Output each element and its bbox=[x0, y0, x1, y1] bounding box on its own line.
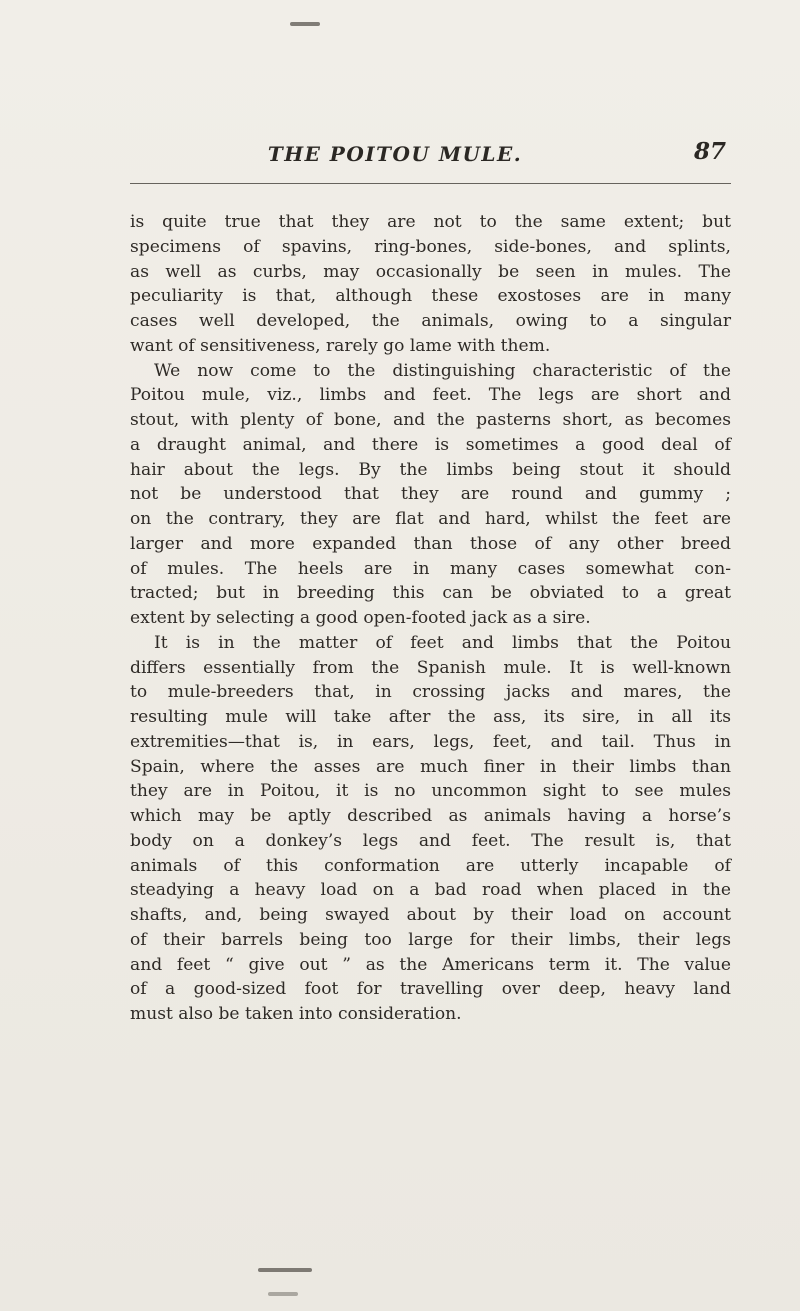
text-line: of a good-sized foot for travelling over deep, heavy land bbox=[130, 979, 731, 1000]
text-line: on the contrary, they are flat and hard, whilst the feet are bbox=[130, 509, 731, 529]
body-text bbox=[130, 210, 731, 1027]
text-line: which may be aptly described as animals having a horse’s bbox=[130, 806, 731, 826]
text-line: specimens of spavins, ring-bones, side-bones, and splints, bbox=[130, 236, 731, 257]
text-line: peculiarity is that, although these exostoses are in many bbox=[130, 286, 731, 307]
text-line: as well as curbs, may occasionally be seen in mules. The bbox=[130, 261, 731, 282]
text-line: of their barrels being too large for their limbs, their legs bbox=[130, 929, 731, 950]
text-line: Spain, where the asses are much finer in their limbs than bbox=[130, 756, 731, 777]
running-title: THE POITOU MULE. bbox=[267, 142, 523, 166]
text-line: extent by selecting a good open-footed jack as a sire. bbox=[130, 608, 591, 628]
text-line: larger and more expanded than those of any other breed bbox=[130, 533, 731, 554]
text-line: hair about the legs. By the limbs being stout it should bbox=[130, 459, 731, 480]
text-line: It is in the matter of feet and limbs that the Poitou bbox=[154, 632, 731, 653]
text-line: shafts, and, being swayed about by their load on account bbox=[130, 905, 731, 925]
text-line: Poitou mule, viz., limbs and feet. The legs are short and bbox=[130, 385, 731, 406]
text-line: and feet “ give out ” as the Americans term it. The value bbox=[130, 954, 731, 975]
text-line: We now come to the distinguishing characteristic of the bbox=[154, 360, 731, 381]
text-line: is quite true that they are not to the same extent; but bbox=[130, 212, 731, 232]
text-line: must also be taken into consideration. bbox=[130, 1004, 462, 1024]
text-line: animals of this conformation are utterly incapable of bbox=[130, 855, 731, 876]
text-line: steadying a heavy load on a bad road when placed in the bbox=[130, 880, 731, 901]
text-line: they are in Poitou, it is no uncommon sight to see mules bbox=[130, 781, 731, 802]
text-line: want of sensitiveness, rarely go lame with them. bbox=[130, 335, 551, 356]
text-line: not be understood that they are round and gummy ; bbox=[130, 484, 731, 505]
text-line: a draught animal, and there is sometimes a good deal of bbox=[130, 434, 731, 455]
text-line: of mules. The heels are in many cases somewhat con- bbox=[130, 558, 731, 579]
text-line: extremities—that is, in ears, legs, feet, and tail. Thus in bbox=[130, 731, 731, 752]
text-line: to mule-breeders that, in crossing jacks and mares, the bbox=[130, 682, 731, 703]
text-line: cases well developed, the animals, owing to a singular bbox=[130, 311, 731, 331]
text-line: differs essentially from the Spanish mule. It is well-known bbox=[130, 657, 731, 678]
text-line: body on a donkey’s legs and feet. The result is, that bbox=[130, 830, 731, 851]
page-header bbox=[130, 138, 726, 182]
text-line: resulting mule will take after the ass, its sire, in all its bbox=[130, 707, 731, 727]
scan-artifact-bottom bbox=[258, 1268, 312, 1272]
scan-artifact-top bbox=[290, 22, 320, 26]
scan-artifact-bottom bbox=[268, 1292, 298, 1296]
header-rule bbox=[130, 183, 731, 184]
page-number: 87 bbox=[693, 138, 726, 165]
text-line: tracted; but in breeding this can be obviated to a great bbox=[130, 583, 731, 604]
text-line: stout, with plenty of bone, and the pasterns short, as becomes bbox=[130, 410, 731, 430]
